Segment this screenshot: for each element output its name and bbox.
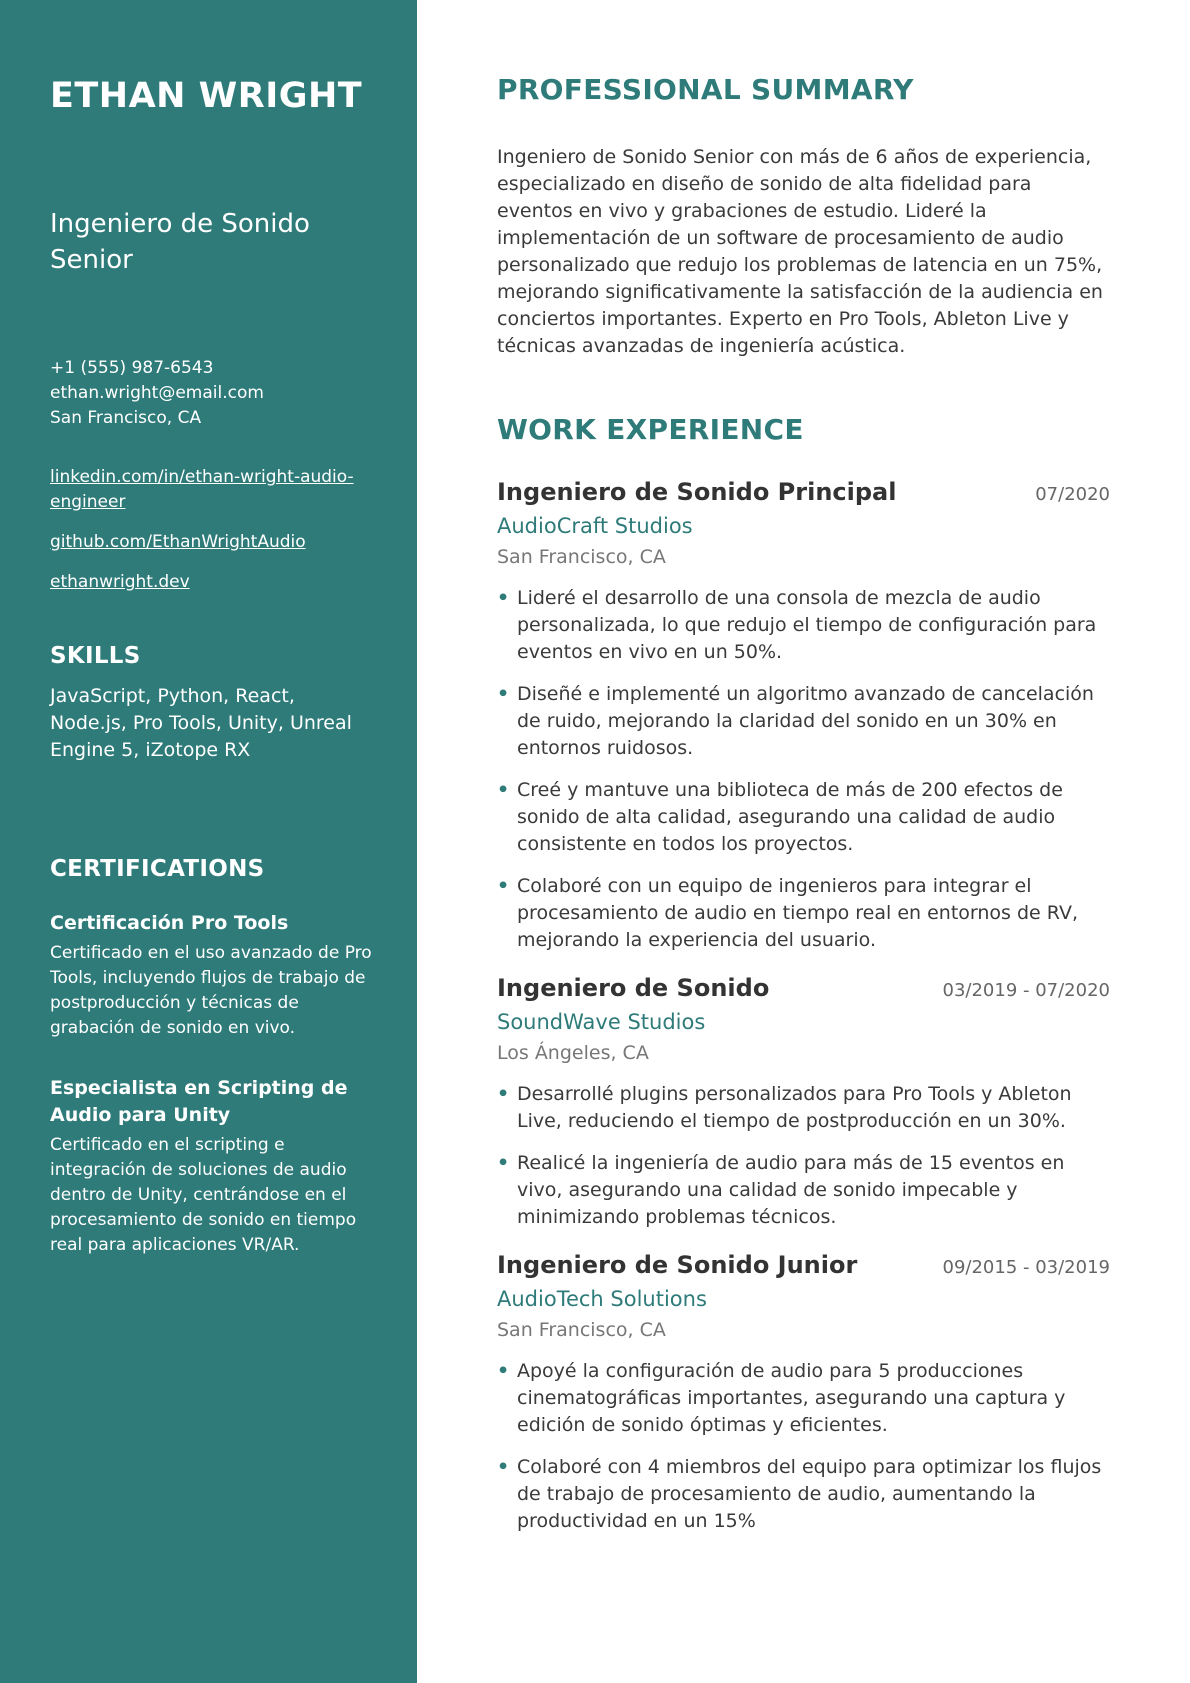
certification-description: Certificado en el uso avanzado de Pro Tools, incluyendo flujos de trabajo de postproducción y técnicas de grabación de sonido en vivo.: [50, 943, 372, 1038]
certification-description: Certificado en el scripting e integración de soluciones de audio dentro de Unity, centrándose en el procesamiento de sonido en tiempo real para aplicaciones VR/AR.: [50, 1135, 357, 1255]
job-header: [497, 476, 1110, 508]
job-header: [497, 1249, 1110, 1281]
certification-title: Certificación Pro Tools: [50, 912, 289, 934]
job-entry: [497, 1249, 1110, 1535]
job-company: AudioCraft Studios: [497, 514, 693, 538]
job-entry: [497, 972, 1110, 1231]
job-title: Ingeniero de Sonido Junior: [497, 1251, 858, 1279]
jobs-list: [497, 476, 1110, 1535]
job-location: San Francisco, CA: [497, 546, 666, 568]
job-bullet: • Lideré el desarrollo de una consola de mezcla de audio personalizada, lo que redujo el tiempo de configuración para eventos en vivo en un 50%.: [497, 585, 1110, 666]
job-bullet: • Desarrollé plugins personalizados para Pro Tools y Ableton Live, reduciendo el tiempo de postproducción en un 30%.: [497, 1081, 1110, 1135]
job-bullet: • Colaboré con un equipo de ingenieros para integrar el procesamiento de audio en tiempo real en entornos de RV, mejorando la experiencia del usuario.: [497, 873, 1110, 954]
job-bullets: [497, 1358, 1110, 1535]
certifications-list: [50, 910, 377, 1258]
job-title: Ingeniero de Sonido Principal: [497, 478, 897, 506]
linkedin-link[interactable]: linkedin.com/in/ethan-wright-audio-engineer: [50, 467, 354, 512]
job-entry: [497, 476, 1110, 954]
job-company: SoundWave Studios: [497, 1010, 706, 1034]
job-title: Ingeniero de Sonido: [497, 974, 770, 1002]
main-content: [417, 0, 1190, 1683]
skills-list: JavaScript, Python, React, Node.js, Pro Tools, Unity, Unreal Engine 5, iZotope RX: [50, 685, 352, 761]
candidate-headline: Ingeniero de Sonido Senior: [50, 209, 310, 275]
phone: +1 (555) 987-6543: [50, 358, 214, 378]
work-experience-heading: WORK EXPERIENCE: [497, 413, 804, 446]
job-bullet: • Creé y mantuve una biblioteca de más de 200 efectos de sonido de alta calidad, asegurando una calidad de audio consistente en todos los proyectos.: [497, 777, 1110, 858]
certification-item: [50, 910, 377, 1041]
summary-text: Ingeniero de Sonido Senior con más de 6 años de experiencia, especializado en diseño de sonido de alta fidelidad para eventos en vivo y grabaciones de estudio. Lideré la implementación de un software de procesamiento de audio personalizado que redujo los problemas de latencia en un 75%, mejorando significativamente la satisfacción de la audiencia en conciertos importantes. Experto en Pro Tools, Ableton Live y técnicas avanzadas de ingeniería acústica.: [497, 146, 1103, 357]
sidebar: [0, 0, 417, 1683]
profile-links: [50, 465, 377, 595]
job-bullets: [497, 585, 1110, 954]
github-link[interactable]: github.com/EthanWrightAudio: [50, 532, 306, 552]
job-location: Los Ángeles, CA: [497, 1042, 649, 1064]
job-bullet: • Colaboré con 4 miembros del equipo para optimizar los flujos de trabajo de procesamiento de audio, aumentando la productividad en un 15%: [497, 1454, 1110, 1535]
job-location: San Francisco, CA: [497, 1319, 666, 1341]
contact-info: [50, 356, 377, 431]
candidate-name: ETHAN WRIGHT: [50, 76, 363, 116]
job-company: AudioTech Solutions: [497, 1287, 707, 1311]
certification-title: Especialista en Scripting de Audio para Unity: [50, 1077, 348, 1126]
location: San Francisco, CA: [50, 408, 202, 428]
job-bullet: • Realicé la ingeniería de audio para más de 15 eventos en vivo, asegurando una calidad de sonido impecable y minimizando problemas técnicos.: [497, 1150, 1110, 1231]
job-date: 09/2015 - 03/2019: [942, 1257, 1110, 1278]
summary-heading: PROFESSIONAL SUMMARY: [497, 73, 914, 106]
certifications-heading: CERTIFICATIONS: [50, 856, 265, 882]
skills-heading: SKILLS: [50, 643, 141, 669]
job-bullet: • Apoyé la configuración de audio para 5 producciones cinematográficas importantes, asegurando una captura y edición de sonido óptimas y eficientes.: [497, 1358, 1110, 1439]
job-date: 03/2019 - 07/2020: [942, 980, 1110, 1001]
certification-item: [50, 1075, 377, 1258]
email: ethan.wright@email.com: [50, 383, 264, 403]
job-date: 07/2020: [1035, 484, 1110, 505]
job-bullet: • Diseñé e implementé un algoritmo avanzado de cancelación de ruido, mejorando la claridad del sonido en un 30% en entornos ruidosos.: [497, 681, 1110, 762]
job-header: [497, 972, 1110, 1004]
job-bullets: [497, 1081, 1110, 1231]
website-link[interactable]: ethanwright.dev: [50, 572, 190, 592]
